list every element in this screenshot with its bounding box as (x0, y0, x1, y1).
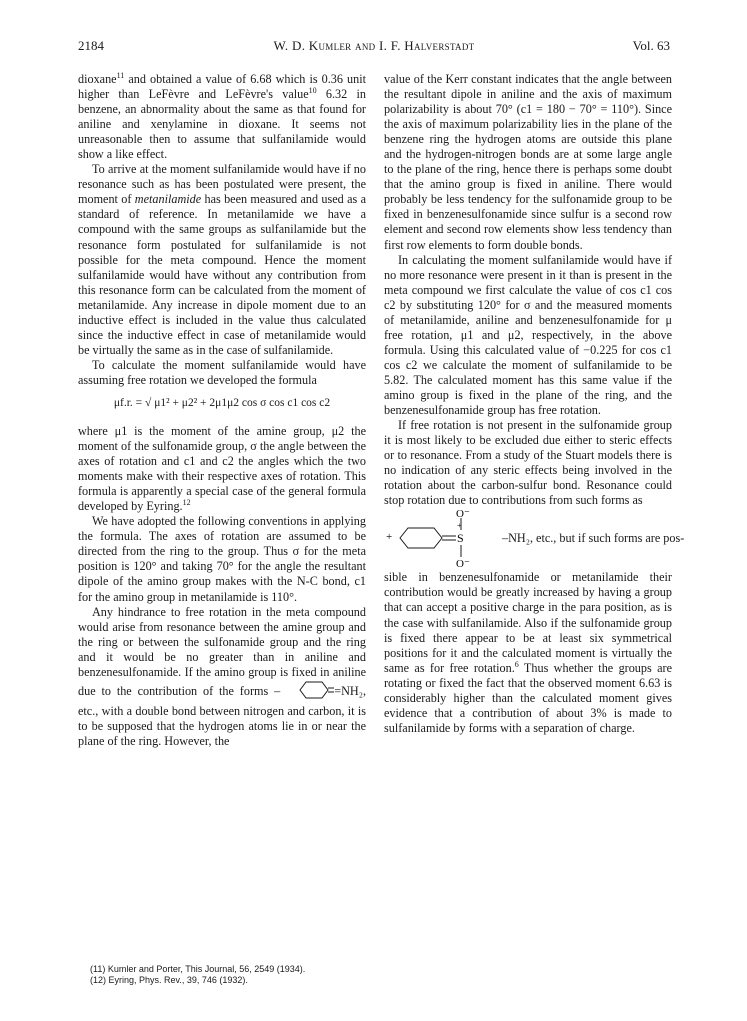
footnotes (90, 964, 366, 986)
paragraph: dioxane$^{11}$ and obtained a value of 6.68 which is 0.36 unit higher than LeFèvre and LeFèvre's value$^{10}$ 6.32 in benzene, an abnormality about the same as that found for aniline and xenylamine in dioxane. It seems not unreasonable then to assume that sulfanilamide would show a like effect. (78, 70, 366, 162)
svg-text:O⁻: O⁻ (456, 510, 470, 521)
svg-text:+: + (457, 521, 462, 531)
svg-text:O⁻: O⁻ (456, 558, 470, 569)
paragraph: In calculating the moment sulfanilamide would have if no more resonance were present in it than is present in the meta compound we first calculate the value of cos c1 cos c2 by substituting 120° for σ and the measured moments of metanilamide, aniline and benzenesulfonamide for μ free rotation, μ1 and μ2, respectively, in the above formula. Using this calculated value of −0.225 for cos c1 cos c2 we calculate the moment of sulfanilamide to be 5.82. The calculated moment has this same value if the amino group is fixed in the plane of the ring, and the benzenesulfonamide group has free rotation. (384, 252, 672, 418)
paragraph: To arrive at the moment sulfanilamide would have if no resonance such as has been postulated were present, the moment of metanilamide has been measured and used as a standard of reference. In metanilamide we have a compound with the same groups as sulfanilamide but the resonance form postulated for sulfanilamide is not possible for the meta compound. Hence the moment sulfanilamide would have without any contribution from this resonance form can be calculated from the moment of metanilamide. Any increase in dipole moment due to an inductive effect is included in the value thus calculated since the inductive effect in case of metanilamide would be virtually the same as in the case of sulfanilamide. (78, 162, 366, 357)
structure-caption: –NH₂, etc., but if such forms are pos- (502, 531, 685, 546)
page-number: 2184 (78, 38, 104, 53)
paragraph: where μ1 is the moment of the amine group, μ2 the moment of the sulfonamide group, σ the angle between the axes of rotation and c1 and c2 the angles which the two moments make with their respective axes of rotation. This formula is apparently a special case of the general formula developed by Eyring.$^{12}$ (78, 423, 366, 514)
volume-label: Vol. 63 (632, 38, 670, 53)
paragraph: To calculate the moment sulfanilamide would have assuming free rotation we developed the formula (78, 357, 366, 387)
free-rotation-formula: μf.r. = √ μ1² + μ2² + 2μ1μ2 cos σ cos c1 cos c2 (113, 396, 331, 409)
sulfonamide-resonance-structure (384, 510, 685, 569)
running-header (78, 38, 670, 58)
resonance-structure-drawing (384, 510, 504, 568)
running-title: W. D. Kumler and I. F. Halverstadt (273, 38, 475, 53)
left-column (78, 72, 366, 749)
footnote: (12) Eyring, Phys. Rev., 39, 746 (1932). (90, 975, 248, 985)
svg-text:S: S (457, 531, 464, 546)
footnote: (11) Kumler and Porter, This Journal, 56, 2549 (1934). (90, 964, 306, 974)
paragraph: Any hindrance to free rotation in the meta compound would arise from resonance between the amine group and the ring or between the sulfonamide group and the ring and it would be no greater than in aniline and benzenesulfonamide. If the amino group is fixed in aniline due to the contribution of the forms – =NH₂, etc., with a double bond between nitrogen and carbon, it is to be supposed that the hydrogen atoms lie in or near the plane of the ring. However, the (78, 604, 367, 748)
paragraph: sible in benzenesulfonamide or metanilamide their contribution would be greatly increased by having a group that can accept a positive charge in the para position, as is the case with sulfanilamide. Also if the sulfonamide group is fixed there appear to be at least six symmetrical positions for it and the calculated moment is virtually the same as for free rotation.$^6$ Thus whether the groups are rotating or fixed the fact that the observed moment 6.63 is considerably higher than the calculated moment gives evidence that a contribution of about 3% is made to sulfanilamide by forms with a separation of charge. (384, 570, 672, 735)
right-column (384, 72, 685, 736)
paragraph: If free rotation is not present in the sulfonamide group it is most likely to be excluded due either to steric effects or to resonance. From a study of the Stuart models there is no indication of any steric effects being involved in the rotation about the carbon-sulfur bond. Resonance could stop rotation due to contributions from such forms as (384, 418, 672, 508)
paragraph: We have adopted the following conventions in applying the formula. The axes of rotation are assumed to be directed from the ring to the group. Thus σ for the meta position is 120° and taking 70° for the angle the resultant dipole of the amino group makes with the N-C bond, c1 for the amino group in metanilamide is 110°. (78, 514, 366, 604)
svg-text:+: + (386, 531, 393, 544)
benzene-ring-structure (280, 680, 334, 704)
paragraph: value of the Kerr constant indicates that the angle between the resultant dipole in aniline and the axis of maximum polarizability is about 70° (c1 = 180 − 70° = 110°). Since the axis of maximum polarizability lies in the plane of the benzene ring the hydrogen atoms are outside this plane and the hydrogen-nitrogen bonds are at some large angle to the plane of the ring, hence there is perhaps some doubt that the amino group is fixed in aniline. There would probably be less tendency for the sulfonamide group to be fixed in benzenesulfonamide since sulfur is a second row element and second row elements show less tendency than first row elements to form double bonds. (384, 72, 672, 252)
